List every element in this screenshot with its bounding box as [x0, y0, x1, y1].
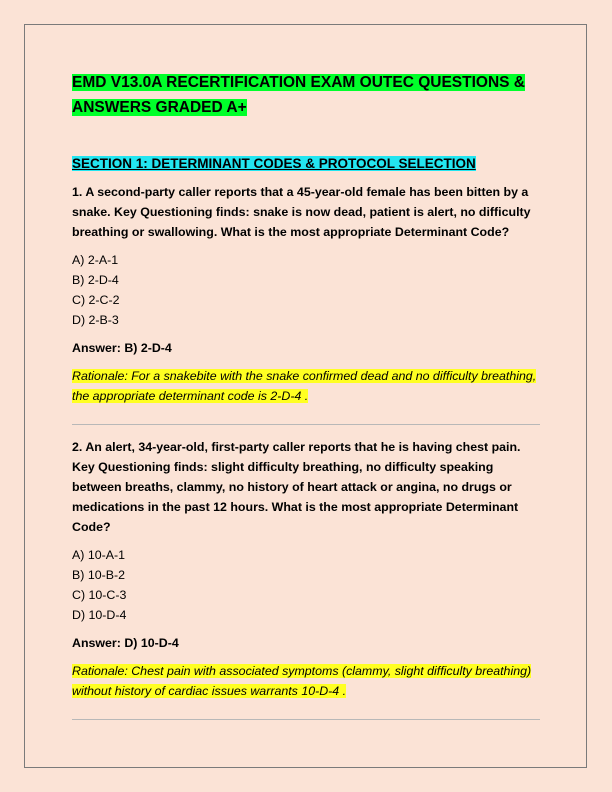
option-item: B) 2-D-4 — [72, 273, 119, 287]
rationale — [72, 661, 542, 701]
rationale — [72, 366, 542, 406]
rationale-text: Rationale: Chest pain with associated symptoms (clammy, slight difficulty breathing) without history of cardiac issues warrants 10-D-4 . — [72, 664, 532, 698]
option-item: C) 10-C-3 — [72, 588, 127, 602]
question-block — [72, 182, 542, 425]
question-block — [72, 437, 542, 720]
option-item: C) 2-C-2 — [72, 293, 120, 307]
answer-text: Answer: B) 2-D-4 — [72, 341, 172, 355]
question-text: 1. A second-party caller reports that a 45-year-old female has been bitten by a snake. Key Questioning finds: snake is now dead, patient is alert, no difficulty breathing or swallowing. What is the most appropriate Determinant Code? — [72, 185, 531, 239]
section-heading-text: SECTION 1: DETERMINANT CODES & PROTOCOL SELECTION — [72, 156, 476, 171]
section-heading — [72, 155, 542, 173]
option-item: B) 10-B-2 — [72, 568, 126, 582]
document-content — [72, 70, 542, 720]
document-title — [72, 70, 542, 120]
option-item: D) 2-B-3 — [72, 313, 119, 327]
answer-options — [72, 250, 542, 330]
rationale-text: Rationale: For a snakebite with the snake confirmed dead and no difficulty breathing, the appropriate determinant code is 2-D-4 . — [72, 369, 537, 403]
document-title-text: EMD V13.0A RECERTIFICATION EXAM OUTEC QUESTIONS & ANSWERS GRADED A+ — [72, 74, 525, 116]
answer-options — [72, 545, 542, 625]
answer-text: Answer: D) 10-D-4 — [72, 636, 179, 650]
option-item: A) 10-A-1 — [72, 548, 126, 562]
question-text: 2. An alert, 34-year-old, first-party caller reports that he is having chest pain. Key Questioning finds: slight difficulty breathing, no difficulty speaking between breaths, clammy, no history of heart attack or angina, no drugs or medications in the past 12 hours. What is the most appropriate Determinant Code? — [72, 440, 521, 534]
divider — [72, 719, 540, 720]
divider — [72, 424, 540, 425]
option-item: A) 2-A-1 — [72, 253, 119, 267]
option-item: D) 10-D-4 — [72, 608, 127, 622]
